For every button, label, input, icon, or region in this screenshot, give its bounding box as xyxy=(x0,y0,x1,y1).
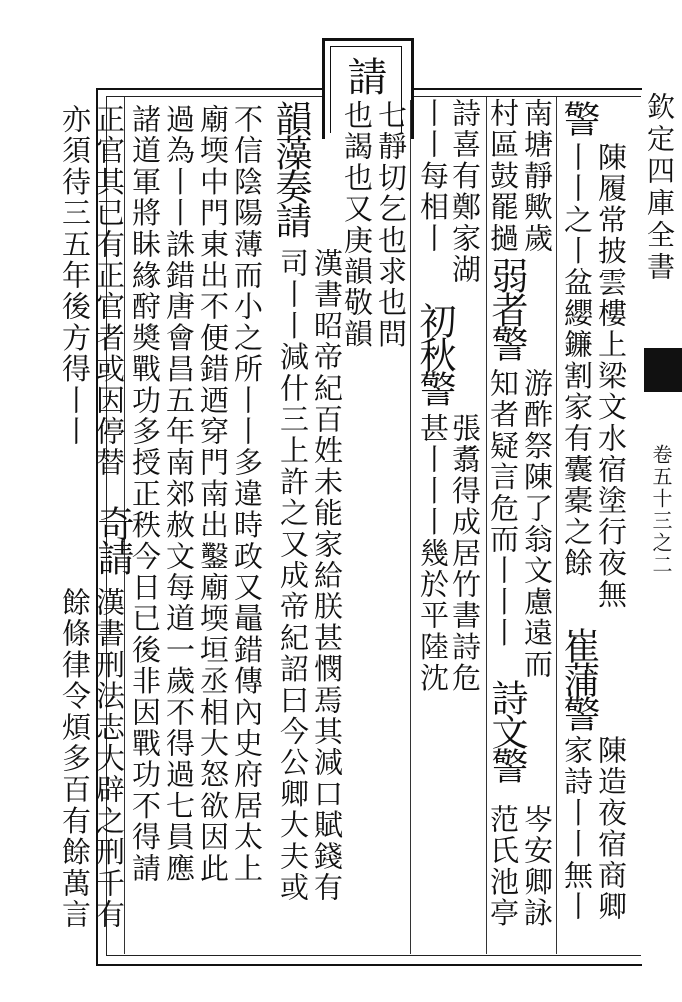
text-column: 陳造夜宿商卿 xyxy=(594,735,628,923)
entry-heading: 初秋警 xyxy=(413,302,456,404)
text-column: 餘條律令煩多百有餘萬言 xyxy=(58,587,92,931)
tab-heading-char: 請 xyxy=(341,56,387,93)
text-column: 不信陰陽薄而小之所丨丨多違時政又鼂錯傳內史府居太上 xyxy=(230,104,264,884)
column-rule xyxy=(556,97,557,954)
text-column: 七靜切乞也求也問 xyxy=(374,100,408,350)
text-column: 南塘靜歟歲 xyxy=(520,98,554,254)
text-column: 家詩丨丨無丨 xyxy=(560,735,594,923)
text-column: 漢書刑法志大辟之刑千有 xyxy=(92,587,126,931)
text-column: 也謁也又庚韻敬韻 xyxy=(340,100,374,350)
text-column: 廟堧中門東出不便錯迺穿門南出鑿廟堧垣丞相大怒欲因此 xyxy=(196,104,230,884)
entry-heading: 弱者警 xyxy=(485,257,528,359)
text-column: 亦須待三五年後方得丨丨 xyxy=(58,104,92,448)
text-column: 知者疑言危而丨丨丨 xyxy=(486,368,520,649)
text-column: 諸道軍將眛緣酧奬戰功多授正秩今日已後非因戰功不得請 xyxy=(128,104,162,884)
text-column: 正官其已有正官者或因停替 xyxy=(92,104,126,479)
text-column: 過為丨丨誅錯唐會昌五年南郊赦文每道一歲不得過七員應 xyxy=(162,104,196,884)
text-column: 丨丨每相丨 xyxy=(416,98,450,254)
text-column: 張翥得成居竹書詩危 xyxy=(448,413,482,694)
fishtail-mark xyxy=(644,348,682,392)
text-column: 村區鼓罷撾 xyxy=(486,98,520,254)
text-column: 范氏池亭 xyxy=(486,804,520,929)
text-column: 漢書昭帝紀百姓未能家給朕甚憫焉其減口賦錢有 xyxy=(310,248,344,904)
column-rule xyxy=(410,100,411,954)
text-column: 丨丨之丨盆纓鐮割家有囊橐之餘 xyxy=(560,142,594,579)
entry-heading: 警 xyxy=(557,100,600,134)
volume-label: 卷五十三之二 xyxy=(649,444,673,576)
text-column: 司丨丨減什三上許之又成帝紀詔曰今公卿大夫或 xyxy=(276,248,310,904)
text-column: 甚丨丨丨幾於平陸沈 xyxy=(416,413,450,694)
text-column: 岑安卿詠 xyxy=(520,804,554,929)
text-column: 陳履常披雲樓上梁文水宿塗行夜無 xyxy=(594,142,628,610)
entry-heading: 奇請 xyxy=(91,505,134,573)
entry-heading: 韻藻奏請 xyxy=(269,100,312,236)
entry-heading: 詩文警 xyxy=(485,679,528,781)
text-column: 游酢祭陳了翁文慮遠而 xyxy=(520,368,554,680)
margin-title: 欽定四庫全書 xyxy=(643,92,676,284)
entry-heading: 崔蒲警 xyxy=(557,627,600,729)
text-column: 詩喜有鄭家湖 xyxy=(448,98,482,286)
